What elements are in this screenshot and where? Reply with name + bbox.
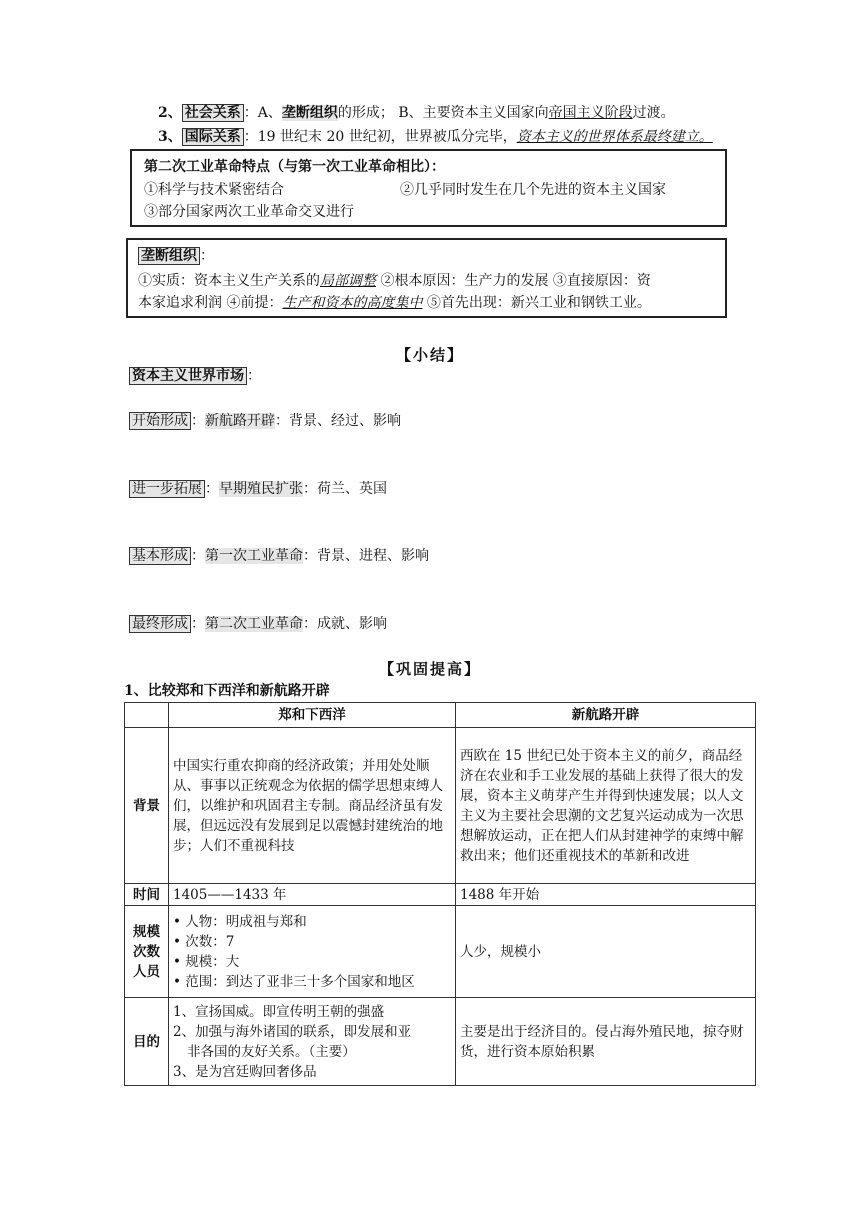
stage-row-2: 进一步拓展 ：早期殖民扩张：荷兰、英国: [129, 479, 387, 499]
imperialism-stage: 帝国主义阶段: [548, 105, 633, 121]
social-relations-label: 社会关系: [182, 104, 244, 122]
cell-background-zhenghe: 中国实行重农抑商的经济政策；并用处处顺从、事事以正统观念为依据的儒学思想束缚人们，以维护和巩固君主专制。商品经济虽有发展，但远远没有发展到足以震憾封建统治的地步；人们不重视科技: [169, 728, 456, 884]
feature-1: ①科学与技术紧密结合: [144, 182, 284, 198]
header-new-route: 新航路开辟: [456, 703, 756, 728]
stage-label: 开始形成: [129, 412, 191, 430]
stage-label: 基本形成: [129, 547, 191, 565]
summary-heading: 【小结】: [395, 346, 464, 364]
table-row: [125, 906, 756, 998]
monopoly-term: 垄断组织: [281, 105, 338, 121]
cell-purpose-new-route: 主要是出于经济目的。侵占海外殖民地，掠夺财货，进行资本原始积累: [456, 998, 756, 1086]
header-zhenghe: 郑和下西洋: [169, 703, 456, 728]
stage-label: 进一步拓展: [129, 480, 205, 498]
row-label-time: 时间: [125, 884, 169, 906]
cell-background-new-route: 西欧在 15 世纪已处于资本主义的前夕，商品经济在农业和手工业发展的基础上获得了很大的发展，资本主义萌芽产生并得到快速发展；以人文主义为主要社会思潮的文艺复兴运动成为一次思想解放运动，正在把人们从封建神学的束缚中解救出来；他们还重视技术的革新和改进: [456, 728, 756, 884]
feature-3: ③部分国家两次工业革命交叉进行: [144, 204, 354, 220]
stage-topic: 第一次工业革命: [205, 548, 303, 564]
features-title: 第二次工业革命特点（与第一次工业革命相比）：: [144, 159, 445, 175]
international-relations-line: 3、 国际关系 ：19 世纪末 20 世纪初，世界被瓜分完毕，资本主义的世界体系最终建立。: [158, 129, 713, 145]
cell-time-new-route: 1488 年开始: [456, 884, 756, 906]
row-label-purpose: 目的: [125, 998, 169, 1086]
list-item: • 范围：到达了亚非三十多个国家和地区: [173, 972, 451, 992]
stage-row-3: 基本形成 ：第一次工业革命：背景、进程、影响: [129, 546, 429, 566]
table-row: [125, 728, 756, 884]
monopoly-box: [126, 238, 727, 318]
list-item: • 规模：大: [173, 952, 451, 972]
comparison-table: [124, 702, 756, 1086]
cell-scale-new-route: 人少，规模小: [456, 906, 756, 998]
stage-row-4: 最终形成 ：第二次工业革命：成就、影响: [129, 614, 387, 634]
question-1: 1、比较郑和下西洋和新航路开辟: [124, 683, 330, 699]
social-relations-line: 2、 社会关系 ：A、垄断组织的形成； B、主要资本主义国家向帝国主义阶段过渡。: [158, 105, 675, 121]
consolidate-heading: 【巩固提高】: [378, 660, 481, 678]
cell-purpose-zhenghe: 1、宣扬国威。即宣传明王朝的强盛 2、加强与海外诸国的联系，即发展和亚 非各国的友好关系。（主要） 3、是为宫廷购回奢侈品: [169, 998, 456, 1086]
monopoly-line-1: ①实质：资本主义生产关系的局部调整 ②根本原因：生产力的发展 ③直接原因：资: [138, 273, 651, 289]
stage-label: 最终形成: [129, 615, 191, 633]
summary-title: 资本主义世界市场: [129, 367, 247, 385]
monopoly-title-row: 垄断组织 ：: [138, 246, 214, 266]
cell-time-zhenghe: 1405——1433 年: [169, 884, 456, 906]
feature-2: ②几乎同时发生在几个先进的资本主义国家: [400, 182, 666, 198]
second-revolution-features-box: [130, 149, 727, 227]
table-row: [125, 884, 756, 906]
monopoly-line-2: 本家追求利润 ④前提：生产和资本的高度集中 ⑤首先出现：新兴工业和钢铁工业。: [138, 295, 651, 311]
stage-topic: 新航路开辟: [205, 413, 275, 429]
list-item: • 人物：明成祖与郑和: [173, 912, 451, 932]
table-row: [125, 998, 756, 1086]
list-item: • 次数：7: [173, 932, 451, 952]
world-system-phrase: 资本主义的世界体系最终建立。: [516, 129, 713, 145]
stage-row-1: 开始形成 ：新航路开辟：背景、经过、影响: [129, 411, 401, 431]
summary-title-row: 资本主义世界市场 ：: [129, 366, 261, 386]
international-relations-label: 国际关系: [182, 128, 244, 146]
cell-scale-zhenghe: [169, 906, 456, 998]
row-label-scale: 规模 次数 人员: [125, 906, 169, 998]
row-label-background: 背景: [125, 728, 169, 884]
stage-topic: 早期殖民扩张: [219, 481, 303, 497]
table-header-row: [125, 703, 756, 728]
header-empty: [125, 703, 169, 728]
monopoly-title: 垄断组织: [138, 247, 200, 265]
stage-topic: 第二次工业革命: [205, 616, 303, 632]
